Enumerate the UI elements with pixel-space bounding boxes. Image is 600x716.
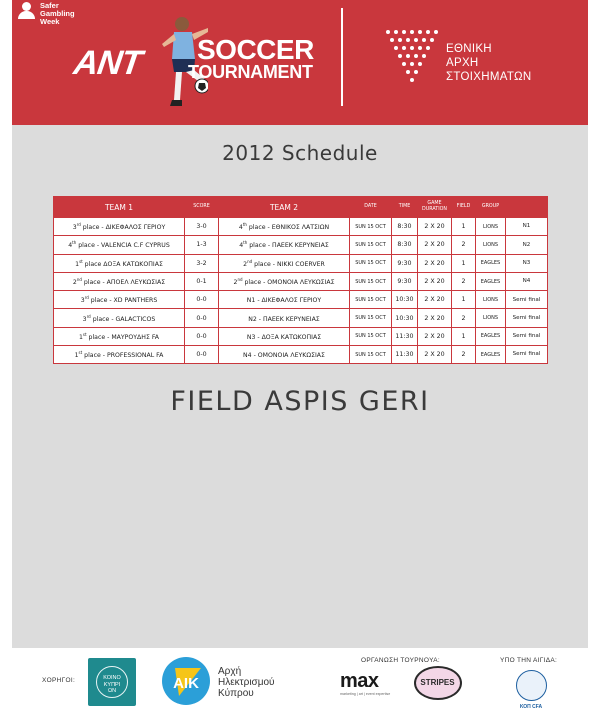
max-tagline: marketing | art | event expertise <box>340 692 391 696</box>
team1-ordinal: th <box>72 240 77 246</box>
team2-cell <box>219 291 350 309</box>
aik-line-3: Κύπρου <box>218 688 254 699</box>
team1-cell <box>54 218 185 236</box>
aik-lightning-logo-icon <box>161 656 211 706</box>
poster-header <box>12 0 588 125</box>
team1-name: place - VALENCIA C.F CYPRUS <box>76 242 170 250</box>
time-cell: 8:30 <box>392 236 418 254</box>
team2-cell <box>219 236 350 254</box>
org-line-1: ΕΘΝΙΚΗ <box>446 43 492 55</box>
schedule-table <box>53 196 548 364</box>
table-row <box>54 272 548 290</box>
col-header-code <box>506 197 548 218</box>
koino-kyprion-logo <box>88 658 136 706</box>
team1-position: 2 <box>72 279 77 287</box>
col-header-team1: TEAM 1 <box>54 197 185 218</box>
date-cell: SUN 15 OCT <box>350 272 392 290</box>
national-betting-authority-name <box>446 42 531 84</box>
soccer-brand-text: SOCCER <box>197 34 314 65</box>
team2-position: 2 <box>233 279 238 287</box>
team1-position: 1 <box>75 260 80 268</box>
team2-position: 4 <box>238 224 243 232</box>
team2-name: place - ΠΑΕΕΚ ΚΕΡΥΝΕΙΑΣ <box>247 242 329 250</box>
schedule-title: 2012 Schedule <box>222 141 378 165</box>
table-row <box>54 254 548 272</box>
time-cell: 10:30 <box>392 309 418 327</box>
team1-name: place - ΑΠΟΕΛ ΛΕΥΚΩΣΙΑΣ <box>81 279 166 287</box>
date-cell: SUN 15 OCT <box>350 254 392 272</box>
org-line-3: ΣΤΟΙΧΗΜΑΤΩΝ <box>446 71 532 83</box>
team1-position: 1 <box>78 333 83 341</box>
field-cell: 2 <box>452 346 476 364</box>
date-cell: SUN 15 OCT <box>350 309 392 327</box>
score-cell: 0-1 <box>185 272 219 290</box>
team1-ordinal: rd <box>76 222 81 228</box>
match-code-cell: Semi final <box>506 291 548 309</box>
team2-name: N4 - ΟΜΟΝΟΙΑ ΛΕΥΚΩΣΙΑΣ <box>243 352 325 360</box>
team2-position: 2 <box>243 260 248 268</box>
team1-name: place - PROFESSIONAL FA <box>82 352 164 360</box>
team1-ordinal: nd <box>76 277 82 282</box>
safer-gambling-week-logo <box>18 2 75 26</box>
score-cell: 0-0 <box>185 309 219 327</box>
time-cell: 10:30 <box>392 291 418 309</box>
sponsors-footer <box>0 648 600 716</box>
group-cell: EAGLES <box>476 346 506 364</box>
team1-name: place - ΜΑΥΡΟΥΔΗΣ FA <box>86 333 160 341</box>
field-cell: 1 <box>452 291 476 309</box>
match-code-cell: N2 <box>506 236 548 254</box>
field-cell: 2 <box>452 272 476 290</box>
score-cell: 0-0 <box>185 291 219 309</box>
schedule-table-wrapper <box>53 196 547 364</box>
time-cell: 11:30 <box>392 346 418 364</box>
aik-line-2: Ηλεκτρισμού <box>218 677 275 688</box>
team1-position: 4 <box>68 242 73 250</box>
team1-name: place - XD PANTHERS <box>88 297 158 305</box>
dot-triangle-logo-icon <box>382 26 442 86</box>
col-header-date: DATE <box>350 197 392 218</box>
stripes-text: STRIPES <box>420 678 455 687</box>
duration-cell: 2 X 20 <box>418 218 452 236</box>
col-header-duration: GAME DURATION <box>418 197 452 218</box>
team2-ordinal: th <box>243 240 248 246</box>
team2-ordinal: th <box>242 222 247 228</box>
col-header-group: GROUP <box>476 197 506 218</box>
team1-ordinal: rd <box>86 313 91 319</box>
sponsors-label: ΧΟΡΗΓΟΙ: <box>42 677 76 684</box>
match-code-cell: Semi final <box>506 346 548 364</box>
score-cell: 3-2 <box>185 254 219 272</box>
match-code-cell: N1 <box>506 218 548 236</box>
team1-ordinal: rd <box>84 295 89 301</box>
sgw-line-3: Week <box>40 17 60 26</box>
col-header-time: TIME <box>392 197 418 218</box>
group-cell: LIONS <box>476 236 506 254</box>
team2-cell <box>219 327 350 345</box>
koino-line-1: ΚΟΙΝΟ <box>103 675 121 681</box>
table-row <box>54 291 548 309</box>
table-row <box>54 327 548 345</box>
organizer-label: ΟΡΓΑΝΩΣΗ ΤΟΥΡΝΟΥΑ: <box>361 657 440 664</box>
team2-name: place - NIKKI COERVER <box>252 260 325 268</box>
date-cell: SUN 15 OCT <box>350 346 392 364</box>
score-cell: 1-3 <box>185 236 219 254</box>
col-header-team2: TEAM 2 <box>219 197 350 218</box>
duration-cell: 2 X 20 <box>418 291 452 309</box>
cfa-crest-icon <box>516 670 547 701</box>
team1-name: place - ΔΙΚΕΦΑΛΟΣ ΓΕΡΙΟΥ <box>80 224 166 232</box>
team1-name: place - GALACTICOS <box>90 315 156 323</box>
group-cell: LIONS <box>476 291 506 309</box>
field-title: FIELD ASPIS GERI <box>170 386 430 417</box>
team2-cell <box>219 272 350 290</box>
team1-position: 1 <box>74 352 79 360</box>
date-cell: SUN 15 OCT <box>350 218 392 236</box>
duration-cell: 2 X 20 <box>418 272 452 290</box>
match-code-cell: Semi final <box>506 327 548 345</box>
team1-position: 3 <box>80 297 85 305</box>
group-cell: LIONS <box>476 218 506 236</box>
duration-cell: 2 X 20 <box>418 236 452 254</box>
aik-name <box>218 666 275 699</box>
max-logo: max <box>340 670 379 692</box>
table-header-row <box>54 197 548 218</box>
table-row <box>54 236 548 254</box>
date-cell: SUN 15 OCT <box>350 236 392 254</box>
team1-cell <box>54 254 185 272</box>
match-code-cell: N4 <box>506 272 548 290</box>
duration-cell: 2 X 20 <box>418 346 452 364</box>
team2-ordinal: nd <box>247 258 253 264</box>
time-cell: 8:30 <box>392 218 418 236</box>
koino-line-3: ΩΝ <box>107 688 117 694</box>
group-cell: EAGLES <box>476 254 506 272</box>
team2-cell <box>219 254 350 272</box>
team2-name: place - ΕΘΝΙΚΟΣ ΛΑΤΣΙΩΝ <box>246 224 330 232</box>
group-cell: EAGLES <box>476 272 506 290</box>
col-header-score: SCORE <box>185 197 219 218</box>
aik-line-1: Αρχή <box>218 666 242 677</box>
team1-cell <box>54 272 185 290</box>
duration-cell: 2 X 20 <box>418 327 452 345</box>
sgw-line-1: Safer <box>40 1 59 10</box>
table-row <box>54 346 548 364</box>
koino-line-2: ΚΥΠΡΙ <box>103 681 121 688</box>
col-header-field: FIELD <box>452 197 476 218</box>
team2-name: N2 - ΠΑΕΕΚ ΚΕΡΥΝΕΙΑΣ <box>248 315 320 323</box>
tournament-brand-text: TOURNAMENT <box>188 62 313 82</box>
team2-name: N3 - ΔΟΞΑ ΚΑΤΩΚΟΠΙΑΣ <box>246 333 322 341</box>
team2-name: place - ΟΜΟΝΟΙΑ ΛΕΥΚΩΣΙΑΣ <box>242 279 335 287</box>
team1-cell <box>54 346 185 364</box>
time-cell: 9:30 <box>392 272 418 290</box>
field-cell: 2 <box>452 309 476 327</box>
duration-cell: 2 X 20 <box>418 254 452 272</box>
group-cell: LIONS <box>476 309 506 327</box>
team2-cell <box>219 218 350 236</box>
team1-ordinal: st <box>82 331 87 337</box>
team1-name: place ΔΟΞΑ ΚΑΤΩΚΟΠΙΑΣ <box>82 260 163 268</box>
schedule-table-body <box>54 218 548 364</box>
org-line-2: ΑΡΧΗ <box>446 57 479 69</box>
team1-cell <box>54 327 185 345</box>
team1-cell <box>54 309 185 327</box>
duration-cell: 2 X 20 <box>418 309 452 327</box>
team1-ordinal: st <box>79 258 83 264</box>
cfa-label: ΚΟΠ CFA <box>519 704 543 710</box>
sgw-line-2: Gambling <box>40 9 75 18</box>
table-row <box>54 309 548 327</box>
match-code-cell: Semi final <box>506 309 548 327</box>
patron-label: ΥΠΟ ΤΗΝ ΑΙΓΙΔΑ: <box>500 657 558 664</box>
field-cell: 1 <box>452 218 476 236</box>
match-code-cell: N3 <box>506 254 548 272</box>
anti-brand-text: ANT <box>71 44 144 82</box>
aik-letters: AIK <box>173 675 199 692</box>
group-cell: EAGLES <box>476 327 506 345</box>
team1-cell <box>54 236 185 254</box>
date-cell: SUN 15 OCT <box>350 291 392 309</box>
team2-cell <box>219 346 350 364</box>
score-cell: 0-0 <box>185 346 219 364</box>
team1-cell <box>54 291 185 309</box>
score-cell: 3-0 <box>185 218 219 236</box>
field-cell: 2 <box>452 236 476 254</box>
time-cell: 9:30 <box>392 254 418 272</box>
person-icon <box>18 2 35 19</box>
team2-position: 4 <box>239 242 244 250</box>
field-cell: 1 <box>452 327 476 345</box>
table-row <box>54 218 548 236</box>
team1-position: 3 <box>82 315 87 323</box>
field-cell: 1 <box>452 254 476 272</box>
score-cell: 0-0 <box>185 327 219 345</box>
stripes-logo <box>414 666 462 700</box>
team2-cell <box>219 309 350 327</box>
team1-position: 3 <box>72 224 77 232</box>
team1-ordinal: st <box>78 350 83 356</box>
team2-name: N1 - ΔΙΚΕΦΑΛΟΣ ΓΕΡΙΟΥ <box>246 297 322 305</box>
date-cell: SUN 15 OCT <box>350 327 392 345</box>
team2-ordinal: nd <box>237 277 243 282</box>
header-divider <box>341 8 343 106</box>
time-cell: 11:30 <box>392 327 418 345</box>
